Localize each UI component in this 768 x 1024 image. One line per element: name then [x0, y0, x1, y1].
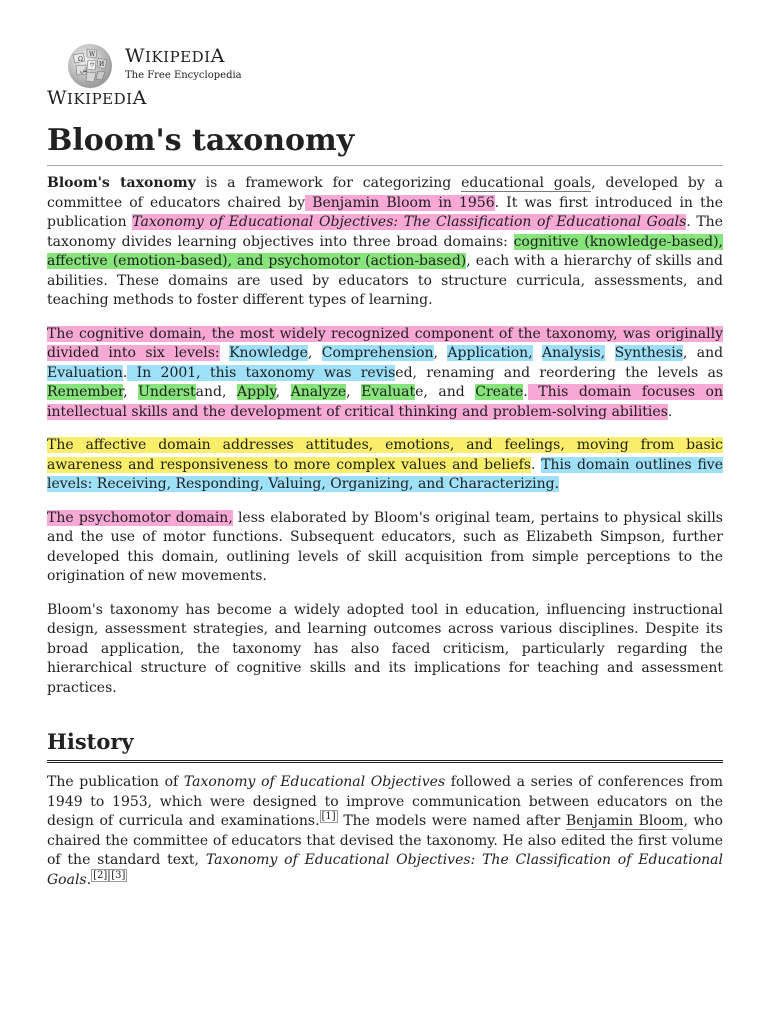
intro-term: Bloom's taxonomy — [47, 175, 196, 191]
level-apply: Apply — [237, 384, 276, 400]
highlight-bloom-1956: Benjamin Bloom in 1956 — [305, 194, 495, 211]
psychomotor-domain-paragraph: The psychomotor domain, less elaborated by Bloom's original team, pertains to physical skills and the use of motor functions. Subsequent educators, such as Elizabeth Simpson, further developed this domain, outlining levels of skill acquisition from simple perceptions to the origination of new movements. — [47, 509, 723, 584]
publication-title-highlight: Taxonomy of Educational Objectives: The Classification of Educational Goals — [132, 214, 687, 230]
article-content — [47, 118, 723, 904]
educational-goals-link[interactable]: educational goals — [461, 175, 592, 191]
standard-text-title: Taxonomy of Educational Objectives: The Classification of Educational Goals — [47, 852, 723, 888]
history-paragraph: The publication of Taxonomy of Educational Objectives followed a series of conferences from 1949 to 1953, which were designed to improve communication between educators on the design of curricula and examinations. [1] The models were named after Benjamin Bloom, who chaired the committee of educators that devised the taxonomy. He also edited the first volume of the standard text, Taxonomy of Educational Objectives: The Classification of Educational Goals. [2] [3] — [47, 774, 723, 888]
level-comprehension: Comprehension — [321, 345, 434, 361]
level-synthesis: Synthesis — [614, 345, 683, 361]
page-title: Bloom's taxonomy — [47, 118, 723, 166]
level-create: Create — [475, 384, 524, 400]
wikipedia-globe-logo-icon[interactable] — [65, 43, 115, 89]
affective-domain-paragraph: The affective domain addresses attitudes, emotions, and feelings, moving from basic awareness and responsiveness to more complex values and beliefs. This domain outlines five levels: Receiving, Responding, Valuing, Organizing, and Characterizing. — [47, 437, 724, 492]
level-evaluation: Evaluation — [47, 364, 123, 381]
wikipedia-tagline: The Free Encyclopedia — [125, 70, 242, 81]
svg-text:ش: ش — [80, 67, 88, 74]
level-evaluate: Evaluat — [361, 384, 416, 400]
svg-text:ウ: ウ — [89, 62, 96, 69]
wikipedia-wordmark-secondary[interactable]: WIKIPEDIA — [47, 87, 147, 109]
level-application: Application, — [447, 345, 533, 361]
highlight-2001-revision: In 2001, this taxonomy was revis — [127, 364, 396, 381]
history-heading: History — [47, 728, 723, 763]
highlight-affective-levels: This domain outlines five levels: Receiving, Responding, Valuing, Organizing, and Characterizing. — [47, 456, 724, 492]
level-understand: Underst — [138, 384, 196, 400]
highlight-cognitive-focus: This domain focuses on intellectual skills and the development of critical thinking and problem-solving abilities — [47, 384, 724, 420]
highlight-three-domains: cognitive (knowledge-based), affective (emotion-based), and psychomotor (action-based) — [47, 233, 724, 269]
svg-text:Ω: Ω — [78, 56, 83, 63]
wikipedia-wordmark[interactable]: WIKIPEDIA — [125, 45, 225, 67]
highlight-affective-lead: The affective domain addresses attitudes, emotions, and feelings, moving from basic awareness and responsiveness to more complex values and beliefs — [47, 437, 723, 473]
level-remember: Remember — [47, 384, 124, 400]
svg-text:W: W — [89, 51, 96, 58]
highlight-cognitive-lead: The cognitive domain, the most widely recognized component of the taxonomy, was originally divided into six levels: — [47, 325, 723, 361]
citation-2[interactable]: [2] — [93, 869, 108, 881]
level-knowledge: Knowledge — [229, 345, 308, 361]
adoption-paragraph: Bloom's taxonomy has become a widely adopted tool in education, influencing instructional design, assessment strategies, and learning outcomes across various disciplines. Despite its broad application, the taxonomy has also faced criticism, particularly regarding the hierarchical structure of cognitive skills and its implications for teaching and assessment practices. — [47, 601, 723, 696]
intro-paragraph: Bloom's taxonomy is a framework for categorizing educational goals, developed by a committee of educators chaired by Benjamin Bloom in 1956. It was first introduced in the publication Taxonomy of Educational Objectives: The Classification of Educational Goals. The taxonomy divides learning objectives into three broad domains: cognitive (knowledge-based), affective (emotion-based), and psychomotor (action-based), each with a hierarchy of skills and abilities. These domains are used by educators to structure curricula, assessments, and teaching methods to foster different types of learning. — [47, 175, 724, 308]
svg-text:И: И — [99, 61, 105, 68]
benjamin-bloom-link[interactable]: Benjamin Bloom — [565, 813, 684, 829]
highlight-psychomotor-lead: The psychomotor domain, — [47, 509, 233, 526]
level-analyze: Analyze — [290, 384, 347, 400]
cognitive-domain-paragraph: The cognitive domain, the most widely recognized component of the taxonomy, was originally divided into six levels: Knowledge, Comprehension, Application, Analysis, Synthesis, and Evaluation. In 2001, this taxonomy was revised, renaming and reordering the levels as Remember, Understand, Apply, Analyze, Evaluate, and Create. This domain focuses on intellectual skills and the development of critical thinking and problem-solving abilities. — [47, 325, 724, 420]
level-analysis: Analysis, — [542, 345, 606, 361]
citation-1[interactable]: [1] — [321, 811, 336, 823]
citation-3[interactable]: [3] — [111, 869, 126, 881]
site-header — [47, 42, 347, 108]
publication-title: Taxonomy of Educational Objectives — [183, 774, 446, 790]
